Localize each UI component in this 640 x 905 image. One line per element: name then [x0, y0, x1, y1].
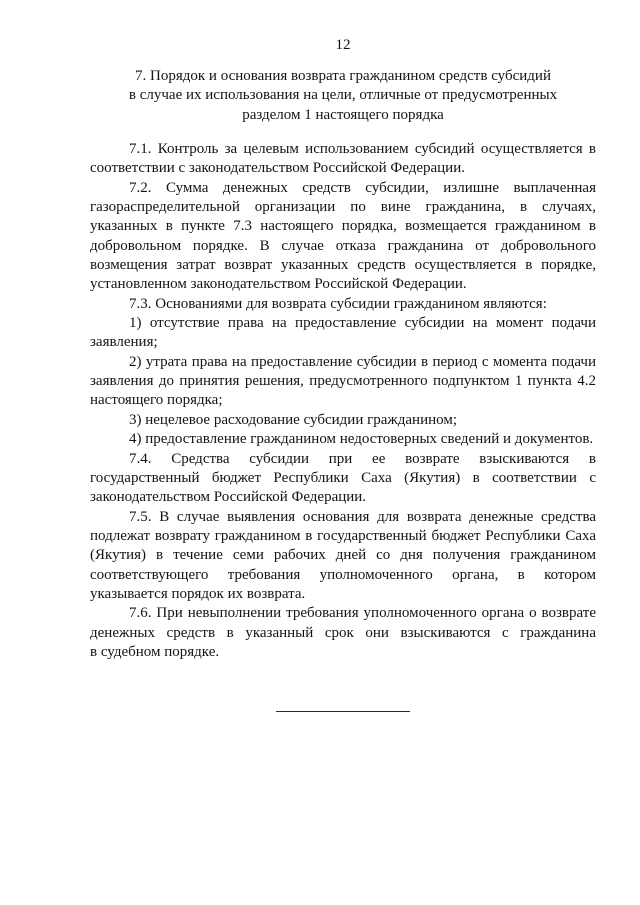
paragraph-line: заявления до принятия решения, предусмотренного подпунктом 1 пункта 4.2: [90, 373, 596, 390]
paragraph-line: указанных в пункте 7.3 настоящего порядка, возмещается гражданином в: [90, 218, 596, 235]
list-item-4: [90, 430, 596, 449]
paragraph-line: газораспределительной организации по вине гражданина, в случаях,: [90, 199, 596, 216]
paragraph-line: добровольном порядке. В случае отказа гражданина от добровольного: [90, 237, 596, 254]
closing-rule: [276, 711, 410, 712]
paragraph-line: соответствии с законодательством Российской Федерации.: [90, 160, 465, 177]
heading-line: в случае их использования на цели, отличные от предусмотренных: [128, 87, 558, 104]
paragraph-line: указывается порядок их возврата.: [90, 585, 306, 602]
paragraph-line: 4) предоставление гражданином недостоверных сведений и документов.: [129, 431, 594, 448]
list-item-1: [90, 314, 596, 353]
paragraph-line: 1) отсутствие права на предоставление субсидии на момент подачи: [129, 315, 596, 332]
paragraph-line: (Якутия) в течение семи рабочих дней со дня получения гражданином: [90, 547, 596, 564]
paragraph-7-1: [90, 140, 596, 179]
paragraph-line: 7.5. В случае выявления основания для возврата денежные средства: [129, 508, 596, 525]
paragraph-7-5: [90, 508, 596, 605]
paragraph-line: 7.3. Основаниями для возврата субсидии гражданином являются:: [129, 295, 547, 312]
list-item-3: [90, 411, 596, 430]
paragraph-line: настоящего порядка;: [90, 392, 223, 409]
paragraph-7-2: [90, 179, 596, 295]
paragraph-line: 7.1. Контроль за целевым использованием субсидий осуществляется в: [129, 141, 596, 157]
paragraph-line: 7.4. Средства субсидии при ее возврате взыскиваются в: [129, 450, 596, 467]
paragraph-line: 2) утрата права на предоставление субсидии в период с момента подачи: [129, 353, 596, 370]
paragraph-line: в судебном порядке.: [90, 643, 220, 660]
paragraph-line: 3) нецелевое расходование субсидии гражданином;: [129, 411, 458, 428]
heading-line: разделом 1 настоящего порядка: [242, 106, 444, 123]
section-heading: [90, 67, 596, 125]
paragraph-line: 7.2. Сумма денежных средств субсидии, излишне выплаченная: [129, 179, 596, 196]
section-body: [90, 140, 596, 662]
paragraph-line: возмещения затрат возврат указанных средств осуществляется в порядке,: [90, 257, 596, 274]
paragraph-line: денежных средств в указанный срок они взыскиваются с гражданина: [90, 624, 596, 641]
paragraph-line: законодательством Российской Федерации.: [90, 489, 367, 506]
paragraph-line: соответствующего требования уполномоченного органа, в котором: [90, 566, 596, 583]
paragraph-line: подлежат возврату гражданином в государственный бюджет Республики Саха: [90, 527, 596, 544]
list-item-2: [90, 353, 596, 411]
heading-line: 7. Порядок и основания возврата гражданином средств субсидий: [135, 68, 551, 84]
paragraph-7-3: [90, 295, 596, 314]
paragraph-7-6: [90, 604, 596, 662]
paragraph-line: заявления;: [90, 334, 158, 351]
paragraph-7-4: [90, 450, 596, 508]
page-number: 12: [335, 37, 351, 53]
paragraph-line: государственный бюджет Республики Саха (Якутия) в соответствии с: [90, 469, 596, 486]
paragraph-line: установленном законодательством Российской Федерации.: [90, 276, 467, 293]
paragraph-line: 7.6. При невыполнении требования уполномоченного органа о возврате: [129, 605, 596, 622]
